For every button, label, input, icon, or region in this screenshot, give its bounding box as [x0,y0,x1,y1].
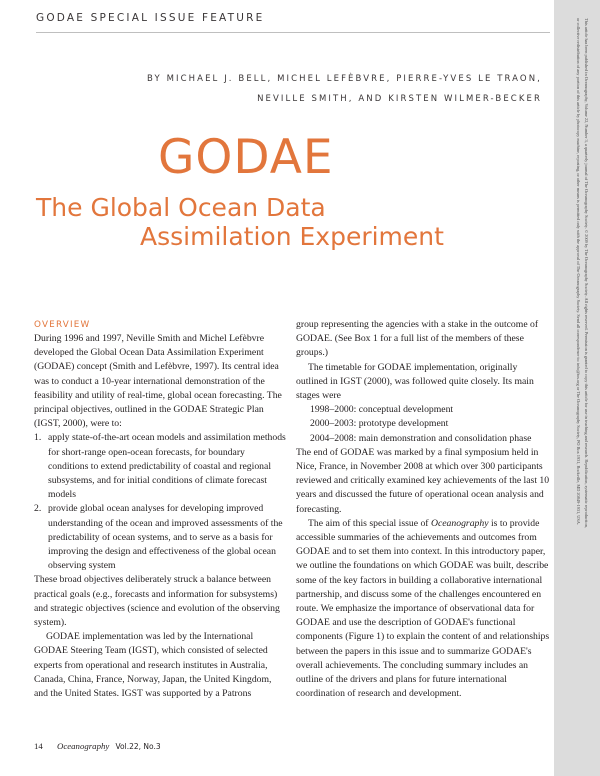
paragraph-balance: These broad objectives deliberately struck a balance between practical goals (e.g., forecasts and information for subsystems) and strategic objectives (science and evolution of the observing system). [34,574,280,629]
objective-text-1: apply state-of-the-art ocean models and assimilation methods for short-range open-ocean forecasts, for boundary conditions to extend predictability of coastal and regional subsystems, and for initial conditions of climate forecast models [48,432,286,501]
author-line-2: NEVILLE SMITH, AND KIRSTEN WILMER-BECKER [257,94,542,104]
header-divider [36,32,550,33]
journal-name: Oceanography [57,741,110,751]
journal-name-inline: Oceanography [430,517,489,529]
feature-label: GODAE SPECIAL ISSUE FEATURE [36,12,265,24]
objective-item-2 [34,502,286,573]
article-title: GODAE [158,130,334,185]
page-footer [34,741,161,751]
stage-item-2: 2000–2003: prototype development [310,418,449,430]
paragraph-igst: GODAE implementation was led by the International GODAE Steering Team (IGST), which consisted of selected experts from operational and research institutes in Australia, Canada, China, France, Norway, Japan, the United Kingdom, and the United States. IGST was supported by a Patrons [34,631,272,700]
paragraph-symposium: The end of GODAE was marked by a final symposium held in Nice, France, in November 2008 at which over 300 participants reviewed and critically examined key achievements of the last 10 years and discussed the future of operational ocean analysis and forecasting. [296,446,550,515]
objective-text-2: provide global ocean analyses for developing improved understanding of the ocean and improved assessments of the predictability of ocean systems, and to serve as a basis for improving the design and effectiveness of the global ocean observing system [48,503,283,572]
copyright-notice [554,0,600,776]
author-byline [147,69,542,109]
objective-item-1 [34,431,286,502]
copyright-sidebar [554,0,600,776]
objective-number-1: 1. [34,432,42,444]
paragraph-patrons-continued: group representing the agencies with a stake in the outcome of GODAE. (See Box 1 for a full list of the members of these groups.) [296,319,539,359]
copyright-line-2: or collective redistribution of any portion of this article by photocopy machine, reposting, or other means is permitted only with the approval of The Oceanography Society. Send all correspondence to: info@tos.org or The Oceanography Society, PO Box 1931, Rockville, MD 20849-1931, USA. [576,18,581,525]
stage-item-1: 1998–2000: conceptual development [310,404,454,416]
right-column [296,318,550,701]
subtitle-line-2: Assimilation Experiment [140,222,444,251]
section-heading-overview: OVERVIEW [34,320,91,330]
author-line-1: BY MICHAEL J. BELL, MICHEL LEFÈBVRE, PIERRE-YVES LE TRAON, [147,74,542,84]
aim-text-rest: is to provide accessible summaries of the achievements and outcomes from GODAE and to set them into context. In this introductory paper, we outline the foundations on which GODAE was built, describe some of the key factors in building a collaborative international partnership, and discuss some of the challenges encountered en route. We emphasize the importance of observational data for GODAE and use the description of GODAE's functional components (Figure 1) to explain the content of and relationships between the papers in this issue and to summarize GODAE's overall achievements. The concluding summary includes an outline of the drivers and plans for future international coordination of research and development. [296,517,550,700]
objective-number-2: 2. [34,503,42,515]
stage-item-3: 2004–2008: main demonstration and consolidation phase [310,432,532,444]
left-column [34,318,286,701]
paragraph-timetable: The timetable for GODAE implementation, originally outlined in IGST (2000), was followed quite closely. Its main stages were [296,361,534,402]
paragraph-aim [296,517,550,702]
volume-issue: Vol.22, No.3 [115,742,161,751]
paragraph-intro: During 1996 and 1997, Neville Smith and Michel Lefèbvre developed the Global Ocean Data Assimilation Experiment (GODAE) concept (Smith and Lefèbvre, 1997). Its central idea was to conduct a 10-year international demonstration of the feasibility and utility of real-time, global ocean forecasting. The principal objectives, outlined in the GODAE Strategic Plan (IGST, 2000), were to: [34,333,282,430]
page-number: 14 [34,741,43,751]
copyright-line-1: This article has been published in Oceanography, Volume 22, Number 3, a quarterly journal of The Oceanography Society. © 2009 by The Oceanography Society. All rights reserved. Permission is granted to copy this article for use in teaching and research. Republication, systematic reproduction, [584,18,589,528]
subtitle-line-1: The Global Ocean Data [36,193,326,222]
aim-text-start: The aim of this special issue of [308,517,431,529]
article-subtitle [36,193,556,251]
